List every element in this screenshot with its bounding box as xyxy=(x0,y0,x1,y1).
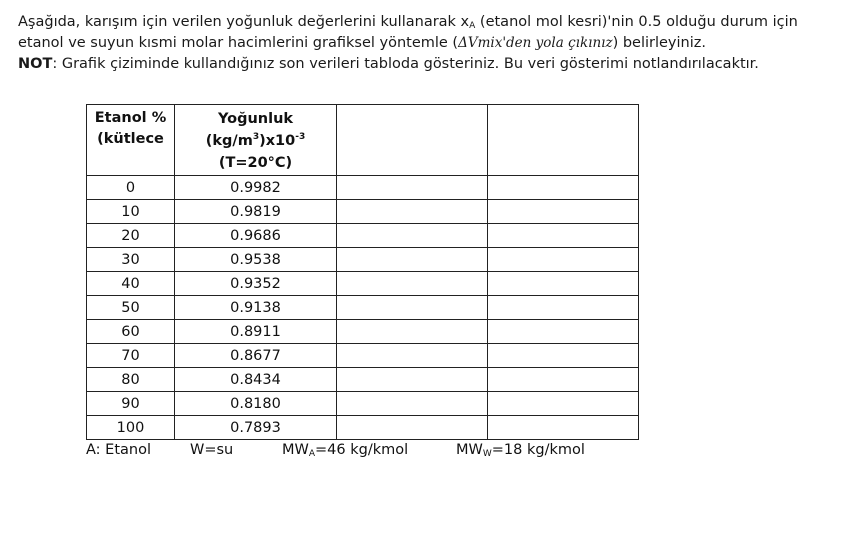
header-ethanol-line2: (kütlece xyxy=(97,131,164,147)
empty-header-cell[interactable] xyxy=(488,105,639,176)
mww-text: MW xyxy=(456,442,483,458)
empty-cell[interactable] xyxy=(337,176,488,200)
empty-cell[interactable] xyxy=(488,248,639,272)
header-density-line1: Yoğunluk xyxy=(217,111,294,127)
table-row xyxy=(87,176,639,200)
subscript: A xyxy=(308,449,316,459)
ethanol-percent-cell: 40 xyxy=(87,272,175,296)
table-row xyxy=(87,392,639,416)
empty-cell[interactable] xyxy=(488,320,639,344)
ethanol-percent-cell: 50 xyxy=(87,296,175,320)
density-cell: 0.7893 xyxy=(175,416,337,440)
empty-cell[interactable] xyxy=(337,392,488,416)
ethanol-percent-cell: 30 xyxy=(87,248,175,272)
header-density-unit: )x10 xyxy=(259,133,296,149)
superscript: -3 xyxy=(295,132,306,143)
density-cell: 0.8180 xyxy=(175,392,337,416)
table-row xyxy=(87,368,639,392)
ethanol-percent-cell: 100 xyxy=(87,416,175,440)
empty-cell[interactable] xyxy=(337,272,488,296)
ethanol-percent-cell: 0 xyxy=(87,176,175,200)
label-mww xyxy=(456,442,585,458)
empty-cell[interactable] xyxy=(337,320,488,344)
table-row xyxy=(87,344,639,368)
mwa-value: =46 kg/kmol xyxy=(315,442,409,458)
instruction-text: ) belirleyiniz. xyxy=(612,35,706,51)
empty-cell[interactable] xyxy=(337,248,488,272)
label-a: A: Etanol xyxy=(86,442,151,458)
empty-cell[interactable] xyxy=(337,224,488,248)
table-row xyxy=(87,320,639,344)
empty-cell[interactable] xyxy=(488,392,639,416)
empty-cell[interactable] xyxy=(488,224,639,248)
table-row xyxy=(87,296,639,320)
mww-value: =18 kg/kmol xyxy=(491,442,585,458)
density-cell: 0.9138 xyxy=(175,296,337,320)
ethanol-percent-cell: 60 xyxy=(87,320,175,344)
density-table xyxy=(86,104,639,440)
ethanol-percent-cell: 20 xyxy=(87,224,175,248)
density-cell: 0.8434 xyxy=(175,368,337,392)
instructions xyxy=(18,12,853,75)
empty-cell[interactable] xyxy=(488,176,639,200)
header-density-line3: (T=20°C) xyxy=(218,155,293,171)
density-cell: 0.8677 xyxy=(175,344,337,368)
empty-cell[interactable] xyxy=(488,416,639,440)
table-row xyxy=(87,200,639,224)
label-w: W=su xyxy=(190,442,234,458)
empty-cell[interactable] xyxy=(488,296,639,320)
empty-cell[interactable] xyxy=(488,344,639,368)
empty-cell[interactable] xyxy=(337,368,488,392)
density-cell: 0.9819 xyxy=(175,200,337,224)
header-density-unit: (kg/m xyxy=(205,133,253,149)
instruction-text: etanol ve suyun kısmi molar hacimlerini grafiksel yöntemle ( xyxy=(18,35,459,51)
empty-cell[interactable] xyxy=(337,200,488,224)
empty-header-cell[interactable] xyxy=(337,105,488,176)
ethanol-percent-cell: 90 xyxy=(87,392,175,416)
empty-cell[interactable] xyxy=(488,200,639,224)
label-mwa xyxy=(282,442,408,458)
instruction-text: Aşağıda, karışım için verilen yoğunluk değerlerini kullanarak x xyxy=(18,14,470,30)
instruction-text: (etanol mol kesri)'nin 0.5 olduğu durum için xyxy=(475,14,798,30)
density-cell: 0.9538 xyxy=(175,248,337,272)
table-row xyxy=(87,224,639,248)
table-header-row xyxy=(87,105,639,176)
ethanol-percent-cell: 10 xyxy=(87,200,175,224)
header-density xyxy=(175,105,337,176)
density-cell: 0.9982 xyxy=(175,176,337,200)
header-ethanol-line1: Etanol % xyxy=(94,110,167,126)
empty-cell[interactable] xyxy=(488,272,639,296)
table-row xyxy=(87,248,639,272)
ethanol-percent-cell: 70 xyxy=(87,344,175,368)
empty-cell[interactable] xyxy=(337,296,488,320)
table-row xyxy=(87,272,639,296)
ethanol-percent-cell: 80 xyxy=(87,368,175,392)
formula-text: ΔVmix'den yola çıkınız xyxy=(458,35,613,51)
density-cell: 0.8911 xyxy=(175,320,337,344)
instruction-line-1 xyxy=(18,12,853,33)
superscript: 3 xyxy=(252,132,260,143)
empty-cell[interactable] xyxy=(488,368,639,392)
instruction-line-2 xyxy=(18,33,853,54)
mwa-text: MW xyxy=(282,442,309,458)
header-ethanol xyxy=(87,105,175,176)
empty-cell[interactable] xyxy=(337,344,488,368)
note-text: : Grafik çiziminde kullandığınız son verileri tabloda gösteriniz. Bu veri gösterimi notlandırılacaktır. xyxy=(52,56,759,72)
density-cell: 0.9686 xyxy=(175,224,337,248)
note-line xyxy=(18,54,853,75)
note-label: NOT xyxy=(18,56,53,72)
subscript: A xyxy=(469,21,476,31)
density-cell: 0.9352 xyxy=(175,272,337,296)
empty-cell[interactable] xyxy=(337,416,488,440)
table-row xyxy=(87,416,639,440)
subscript: W xyxy=(482,449,492,459)
